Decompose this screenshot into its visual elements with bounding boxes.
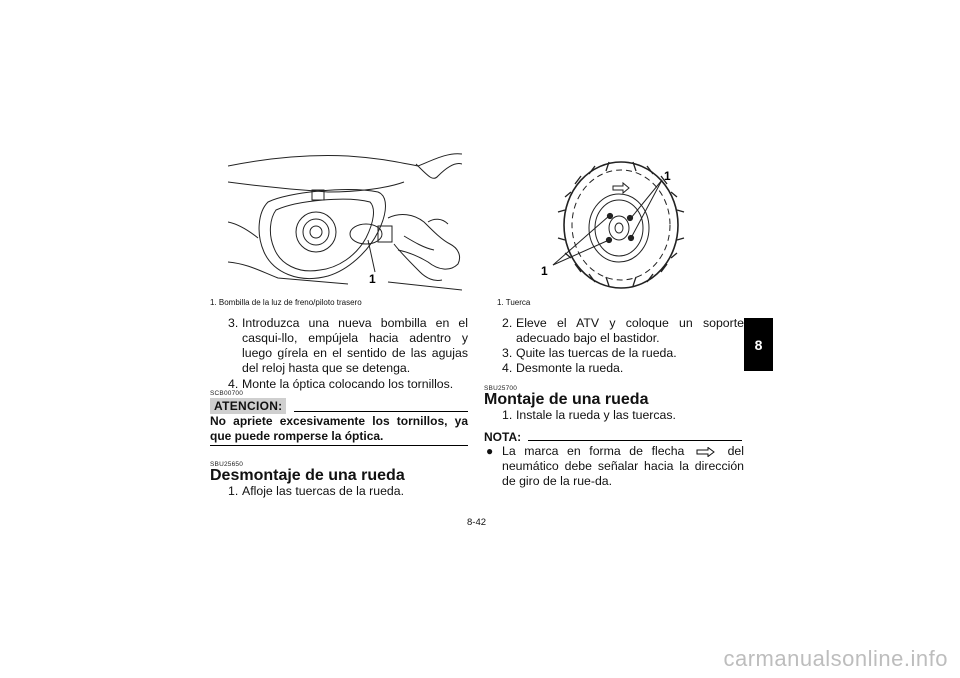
right-step-3 <box>502 346 744 361</box>
step-number: 3. <box>228 316 239 330</box>
step-number: 3. <box>502 346 513 360</box>
note-text-after: del neumático debe señalar hacia la dirección de giro de la rue-da. <box>502 444 744 488</box>
step-text: Desmonte la rueda. <box>516 361 624 375</box>
step-text: Monte la óptica colocando los tornillos. <box>242 377 454 391</box>
install-section-title: Montaje de una rueda <box>484 391 649 408</box>
step-number: 1. <box>228 484 239 498</box>
left-figure-caption: 1. Bombilla de la luz de freno/piloto trasero <box>210 298 362 307</box>
step-text: Afloje las tuercas de la rueda. <box>242 484 405 498</box>
step-text: Introduzca una nueva bombilla en el casqui-llo, empújela hacia adentro y luego gírela en el sentido de las agujas del reloj hasta que se detenga. <box>242 316 468 375</box>
arrow-mark-icon <box>696 447 716 457</box>
right-figure-caption: 1. Tuerca <box>497 298 531 307</box>
caution-text: No apriete excesivamente los tornillos, ya que puede romperse la óptica. <box>210 414 468 443</box>
step-text: Eleve el ATV y coloque un soporte adecuado bajo el bastidor. <box>516 316 744 345</box>
remove-section-code: SBU25650 <box>210 461 244 468</box>
caution-rule-bottom <box>210 445 468 446</box>
right-figure-callout-top: 1 <box>664 169 671 183</box>
left-figure-callout: 1 <box>369 272 376 286</box>
note-rule <box>528 440 742 441</box>
install-step-1 <box>502 408 744 423</box>
left-step-4 <box>228 377 468 392</box>
step-number: 4. <box>228 377 239 391</box>
step-text: Quite las tuercas de la rueda. <box>516 346 677 360</box>
watermark: carmanualsonline.info <box>723 646 948 671</box>
wheel-illustration <box>535 160 695 290</box>
note-text <box>502 444 744 489</box>
tail-light-illustration <box>228 152 462 294</box>
step-text: Instale la rueda y las tuercas. <box>516 408 676 422</box>
step-number: 1. <box>502 408 513 422</box>
remove-step-1 <box>228 484 468 499</box>
remove-section-title: Desmontaje de una rueda <box>210 467 405 484</box>
step-number: 4. <box>502 361 513 375</box>
install-section-code: SBU25700 <box>484 385 518 392</box>
caution-rule-top <box>294 411 468 412</box>
left-step-3 <box>228 316 468 376</box>
caution-code: SCB00700 <box>210 390 244 397</box>
caution-label: ATENCION: <box>210 398 286 414</box>
chapter-tab: 8 <box>744 318 773 371</box>
right-step-2 <box>502 316 744 346</box>
right-figure-callout-bottom: 1 <box>541 264 548 278</box>
page-number: 8-42 <box>467 517 487 528</box>
note-text-before: La marca en forma de flecha <box>502 444 685 458</box>
step-number: 2. <box>502 316 513 330</box>
note-label: NOTA: <box>484 430 522 444</box>
right-step-4 <box>502 361 744 376</box>
bullet-icon: ● <box>486 444 494 458</box>
